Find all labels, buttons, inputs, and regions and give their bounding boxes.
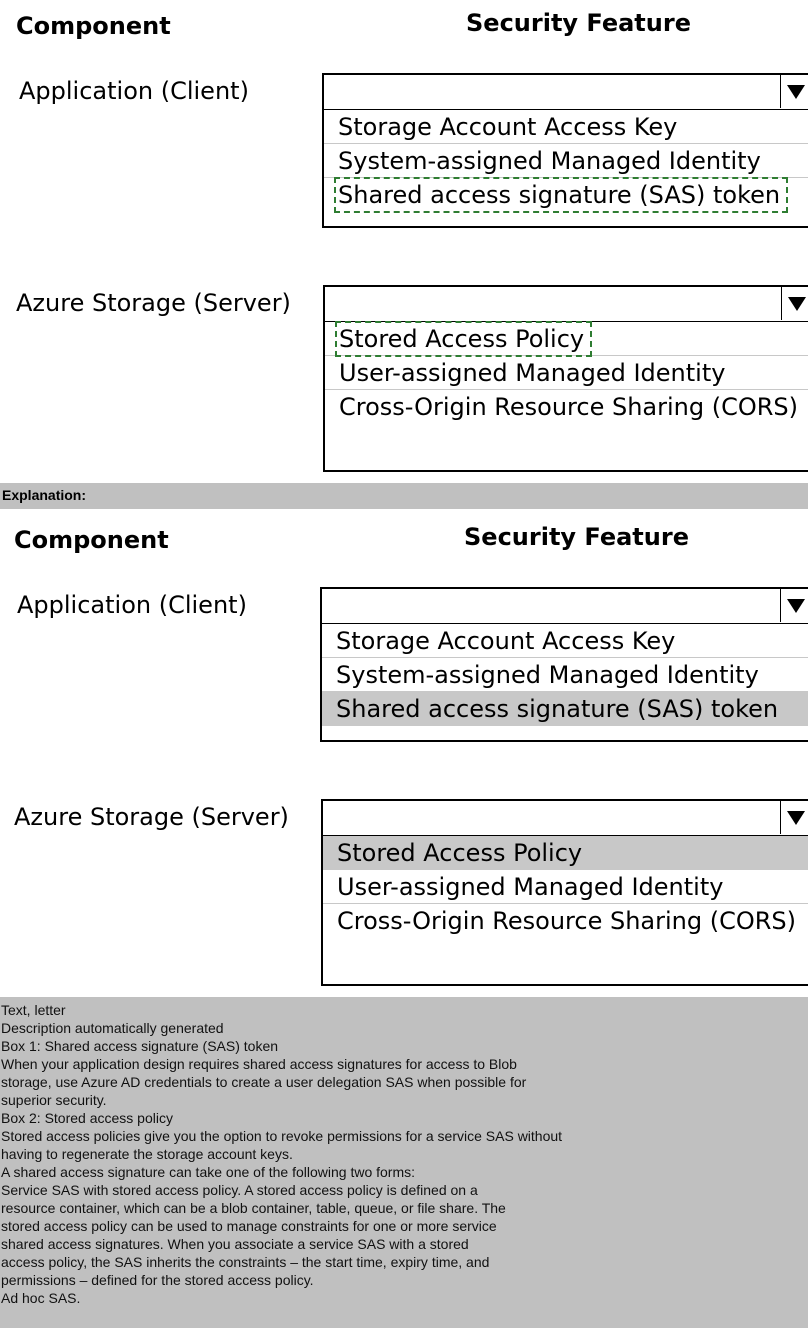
server-option-cors[interactable]: Cross-Origin Resource Sharing (CORS): [339, 393, 799, 421]
server-option-cors[interactable]: Cross-Origin Resource Sharing (CORS): [337, 907, 797, 935]
explanation-line: shared access signatures. When you associate a service SAS with a stored: [1, 1236, 469, 1252]
component-header: Component: [16, 12, 171, 40]
server-option-user-identity[interactable]: User-assigned Managed Identity: [323, 870, 808, 904]
answer-panel: [0, 509, 808, 997]
explanation-line: A shared access signature can take one of the following two forms:: [1, 1164, 416, 1180]
dropdown-arrow-icon[interactable]: [780, 589, 808, 622]
server-option-stored-access-policy[interactable]: Stored Access Policy: [323, 836, 808, 870]
explanation-line: access policy, the SAS inherits the constraints – the start time, expiry time, and: [1, 1254, 490, 1270]
explanation-line: Stored access policies give you the option to revoke permissions for a service SAS without: [1, 1128, 563, 1144]
client-option-system-identity[interactable]: System-assigned Managed Identity: [324, 144, 808, 178]
explanation-line: When your application design requires shared access signatures for access to Blob: [1, 1056, 517, 1072]
client-option-system-identity[interactable]: System-assigned Managed Identity: [322, 658, 808, 692]
client-dropdown-select[interactable]: [324, 75, 808, 110]
client-option-sas-token[interactable]: Shared access signature (SAS) token: [324, 178, 808, 212]
server-label: Azure Storage (Server): [16, 289, 291, 317]
explanation-line: Box 2: Stored access policy: [1, 1110, 173, 1126]
explanation-line: superior security.: [1, 1092, 107, 1108]
explanation-line: Ad hoc SAS.: [1, 1290, 81, 1306]
explanation-line: Box 1: Shared access signature (SAS) token: [1, 1038, 279, 1054]
explanation-bar: [0, 483, 808, 509]
explanation-line: storage, use Azure AD credentials to create a user delegation SAS when possible for: [1, 1074, 527, 1090]
client-option-access-key[interactable]: Storage Account Access Key: [324, 110, 808, 144]
explanation-line: Text, letter: [1, 1002, 66, 1018]
security-feature-header: Security Feature: [466, 9, 691, 37]
explanation-line: permissions – defined for the stored access policy.: [1, 1272, 314, 1288]
explanation-label: Explanation:: [2, 487, 87, 503]
dropdown-arrow-icon[interactable]: [780, 75, 808, 108]
explanation-line: having to regenerate the storage account keys.: [1, 1146, 293, 1162]
client-dropdown[interactable]: [320, 587, 808, 742]
explanation-text: [1, 1001, 562, 1307]
explanation-section: [0, 997, 808, 1328]
dropdown-arrow-icon[interactable]: [780, 801, 808, 834]
client-dropdown-select[interactable]: [322, 589, 808, 624]
server-dropdown[interactable]: [321, 799, 808, 986]
server-dropdown-select[interactable]: [323, 801, 808, 836]
explanation-line: Service SAS with stored access policy. A stored access policy is defined on a: [1, 1182, 478, 1198]
server-dropdown[interactable]: [323, 285, 808, 472]
client-label: Application (Client): [17, 591, 247, 619]
explanation-line: resource container, which can be a blob container, table, queue, or file share. The: [1, 1200, 506, 1216]
server-dropdown-select[interactable]: [325, 287, 808, 322]
component-header: Component: [14, 526, 169, 554]
question-panel: [0, 0, 808, 483]
server-label: Azure Storage (Server): [14, 803, 289, 831]
explanation-line: stored access policy can be used to manage constraints for one or more service: [1, 1218, 497, 1234]
client-option-sas-token[interactable]: Shared access signature (SAS) token: [322, 692, 808, 726]
client-label: Application (Client): [19, 77, 249, 105]
server-option-stored-access-policy[interactable]: Stored Access Policy: [325, 322, 808, 356]
dropdown-arrow-icon[interactable]: [781, 287, 808, 320]
client-dropdown[interactable]: [322, 73, 808, 228]
security-feature-header: Security Feature: [464, 523, 689, 551]
server-option-user-identity[interactable]: User-assigned Managed Identity: [325, 356, 808, 390]
client-option-access-key[interactable]: Storage Account Access Key: [322, 624, 808, 658]
explanation-line: Description automatically generated: [1, 1020, 224, 1036]
